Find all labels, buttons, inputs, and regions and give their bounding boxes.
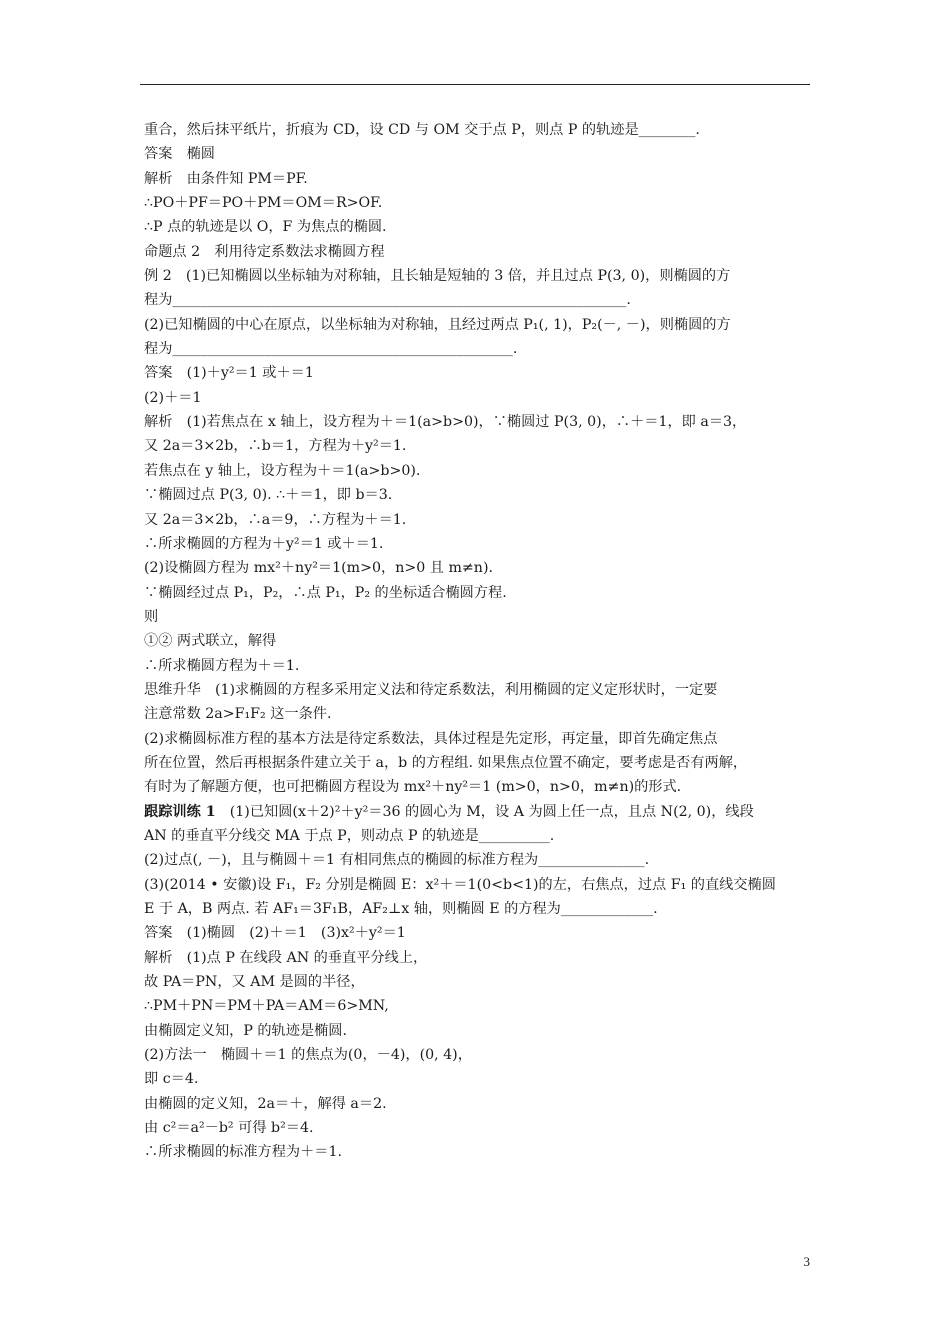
text-line: ∴所求椭圆的方程为＋y²＝1 或＋＝1.	[144, 535, 384, 552]
text-line: 程为________________________________________________.	[144, 341, 518, 358]
text-line: 由椭圆定义知，P 的轨迹是椭圆.	[144, 1022, 348, 1039]
text-line: AN 的垂直平分线交 MA 于点 P，则动点 P 的轨迹是__________.	[144, 827, 555, 844]
text-line: 则	[144, 608, 159, 625]
text-line: 有时为了解题方便，也可把椭圆方程设为 mx²＋ny²＝1 (m>0，n>0，m≠n)的形式.	[144, 779, 682, 796]
text-line: ∴P 点的轨迹是以 O，F 为焦点的椭圆.	[144, 219, 387, 236]
text-line: ∴PO＋PF＝PO＋PM＝OM＝R>OF.	[144, 195, 383, 212]
document-body	[144, 118, 812, 1165]
text-line: E 于 A，B 两点. 若 AF₁＝3F₁B，AF₂⊥x 轴，则椭圆 E 的方程为_____________.	[144, 901, 658, 917]
text-line: 答案 (1)椭圆 (2)＋＝1 (3)x²＋y²＝1	[144, 925, 406, 942]
text-line: ∵椭圆过点 P(3, 0). ∴＋＝1，即 b＝3.	[144, 487, 393, 504]
text-line: ∴所求椭圆方程为＋＝1.	[144, 657, 300, 674]
text-line: 即 c＝4.	[144, 1071, 199, 1088]
section-heading: 命题点 2 利用待定系数法求椭圆方程	[144, 243, 385, 260]
exercise-label: 跟踪训练 1	[144, 803, 216, 820]
text-line: 例 2 (1)已知椭圆以坐标轴为对称轴，且长轴是短轴的 3 倍，并且过点 P(3, 0)，则椭圆的方	[144, 268, 731, 285]
text-line: ∵椭圆经过点 P₁，P₂，∴点 P₁，P₂ 的坐标适合椭圆方程.	[144, 584, 507, 601]
text-line: ∴PM＋PN＝PM＋PA＝AM＝6>MN,	[144, 998, 389, 1015]
text-line: 解析 (1)若焦点在 x 轴上，设方程为＋＝1(a>b>0)，∵椭圆过 P(3, 0)，∴＋＝1，即 a＝3，	[144, 414, 747, 431]
text-line: (2)过点(, －)，且与椭圆＋＝1 有相同焦点的椭圆的标准方程为_______________.	[144, 852, 650, 869]
text-line: 由 c²＝a²－b² 可得 b²＝4.	[144, 1120, 314, 1137]
text-line: ∴所求椭圆的标准方程为＋＝1.	[144, 1144, 342, 1161]
text-line: 若焦点在 y 轴上，设方程为＋＝1(a>b>0).	[144, 462, 421, 479]
text-line: 答案 椭圆	[144, 146, 215, 163]
text-line: 注意常数 2a>F₁F₂ 这一条件.	[144, 706, 332, 723]
text-line: (2)方法一 椭圆＋＝1 的焦点为(0，－4)，(0, 4)，	[144, 1047, 472, 1064]
text-line: 所在位置，然后再根据条件建立关于 a，b 的方程组. 如果焦点位置不确定，要考虑是否有两解，	[144, 754, 748, 771]
text-line: 程为________________________________________________________________.	[144, 292, 631, 309]
text-line: (2)已知椭圆的中心在原点，以坐标轴为对称轴，且经过两点 P₁(, 1)，P₂(－, －)，则椭圆的方	[144, 316, 731, 333]
text-line: 又 2a＝3×2b，∴a＝9，∴方程为＋＝1.	[144, 511, 407, 528]
text-line: (2)＋＝1	[144, 389, 202, 406]
text-line: 答案 (1)＋y²＝1 或＋＝1	[144, 365, 314, 382]
text-line: ①② 两式联立，解得	[144, 633, 277, 650]
page-number: 3	[803, 1254, 810, 1269]
text-line: (2)设椭圆方程为 mx²＋ny²＝1(m>0，n>0 且 m≠n).	[144, 560, 493, 577]
text-line: 故 PA＝PN，又 AM 是圆的半径，	[144, 974, 365, 991]
text-line: 解析 由条件知 PM＝PF.	[144, 170, 308, 187]
text-line: (2)求椭圆标准方程的基本方法是待定系数法，具体过程是先定形，再定量，即首先确定焦点	[144, 730, 718, 747]
text-line: 又 2a＝3×2b，∴b＝1，方程为＋y²＝1.	[144, 438, 407, 455]
text-line: 由椭圆的定义知，2a＝＋，解得 a＝2.	[144, 1095, 387, 1112]
text-line: 思维升华 (1)求椭圆的方程多采用定义法和待定系数法，利用椭圆的定义定形状时，一定要	[144, 681, 718, 698]
text-line: 重合，然后抹平纸片，折痕为 CD，设 CD 与 OM 交于点 P，则点 P 的轨迹是________.	[144, 122, 700, 138]
text-line: 解析 (1)点 P 在线段 AN 的垂直平分线上，	[144, 949, 428, 966]
header-rule	[140, 84, 810, 85]
text-line: 跟踪训练 1 (1)已知圆(x＋2)²＋y²＝36 的圆心为 M，设 A 为圆上任一点，且点 N(2, 0)，线段	[144, 803, 754, 820]
text-line: (3)(2014 • 安徽)设 F₁，F₂ 分别是椭圆 E：x²＋＝1(0<b<1)的左，右焦点，过点 F₁ 的直线交椭圆	[144, 876, 776, 893]
